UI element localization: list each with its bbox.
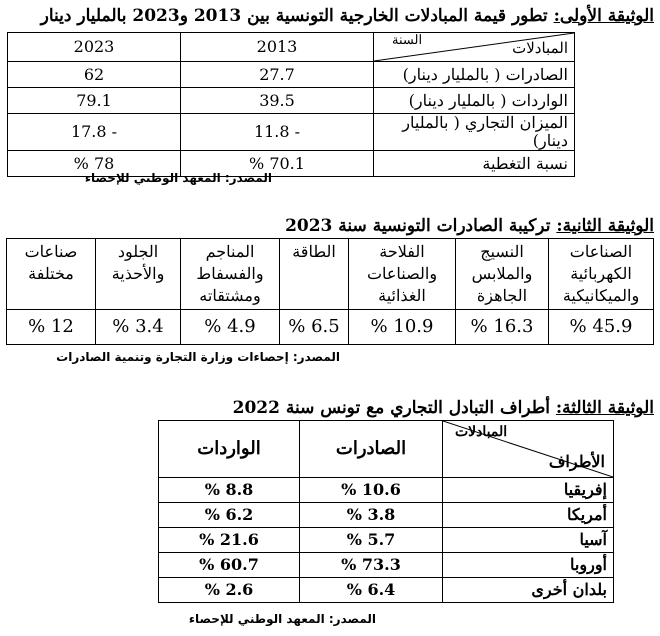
doc2-col-label: الجلود والأحذية [96, 239, 181, 310]
doc3-header-exports: الصادرات [300, 421, 443, 478]
table-row [159, 421, 614, 478]
table-row [7, 239, 654, 310]
table-row [159, 478, 614, 503]
table-row [159, 553, 614, 578]
doc2-cell: 16.3 % [456, 310, 549, 345]
doc3-party: إفريقيا [443, 478, 614, 503]
doc3-cell: 5.7 % [300, 528, 443, 553]
doc2-cell: 45.9 % [549, 310, 654, 345]
doc3-cell: 60.7 % [159, 553, 300, 578]
doc2-col-label: صناعات مختلفة [7, 239, 96, 310]
doc2-title-text: تركيبة الصادرات التونسية سنة 2023 [285, 216, 551, 236]
doc2-cell: 6.5 % [280, 310, 349, 345]
doc3-label: الوثيقة الثالثة: [555, 398, 654, 418]
doc1-cell: 27.7 [181, 62, 374, 88]
doc3-cell: 8.8 % [159, 478, 300, 503]
doc1-row-label: الصادرات ( بالمليار دينار) [374, 62, 575, 88]
doc2-cell: 4.9 % [181, 310, 280, 345]
doc3-party: آسيا [443, 528, 614, 553]
doc1-header-exchanges: المبادلات [512, 39, 568, 57]
doc1-year-2013: 2013 [181, 33, 374, 62]
doc1-source: المصدر: المعهد الوطني للإحصاء [84, 171, 272, 185]
doc1-cell: 62 [8, 62, 181, 88]
table-row [7, 310, 654, 345]
doc1-header-corner [374, 33, 575, 62]
doc3-cell: 2.6 % [159, 578, 300, 603]
doc3-header-imports: الواردات [159, 421, 300, 478]
doc1-cell: % 78 [8, 151, 181, 177]
table-row [8, 88, 575, 114]
doc2-col-label: الفلاحة والصناعات الغذائية [349, 239, 456, 310]
doc1-row-label: الواردات ( بالمليار دينار) [374, 88, 575, 114]
doc2-label: الوثيقة الثانية: [556, 216, 654, 236]
doc2-col-label: الطاقة [280, 239, 349, 310]
table-row [159, 528, 614, 553]
doc2-cell: 12 % [7, 310, 96, 345]
doc1-year-2023: 2023 [8, 33, 181, 62]
doc1-header-year: السنة [392, 33, 423, 48]
doc2-cell: 10.9 % [349, 310, 456, 345]
table-row [8, 114, 575, 151]
doc3-cell: 21.6 % [159, 528, 300, 553]
doc3-header-corner [443, 421, 614, 478]
doc1-title [41, 6, 654, 26]
doc1-row-label: نسبة التغطية [374, 151, 575, 177]
doc2-source: المصدر: إحصاءات وزارة التجارة وتنمية الصادرات [56, 350, 340, 364]
doc1-row-label: الميزان التجاري ( بالمليار دينار) [374, 114, 575, 151]
doc3-header-exchanges: المبادلات [455, 424, 508, 440]
doc1-cell: 17.8 - [8, 114, 181, 151]
doc3-cell: 73.3 % [300, 553, 443, 578]
doc3-cell: 10.6 % [300, 478, 443, 503]
table-row [8, 33, 575, 62]
doc2-title [285, 216, 654, 236]
doc1-title-text: تطور قيمة المبادلات الخارجية التونسية بين 2013 و2023 بالمليار دينار [40, 6, 548, 26]
doc3-cell: 6.2 % [159, 503, 300, 528]
doc3-party: أمريكا [443, 503, 614, 528]
doc3-table [158, 420, 614, 603]
table-row [159, 578, 614, 603]
doc3-cell: 3.8 % [300, 503, 443, 528]
doc1-cell: 79.1 [8, 88, 181, 114]
doc2-col-label: المناجم والفسفاط ومشتقاته [181, 239, 280, 310]
doc3-source: المصدر: المعهد الوطني للإحصاء [188, 612, 376, 626]
table-row [8, 62, 575, 88]
doc3-cell: 6.4 % [300, 578, 443, 603]
doc3-party: بلدان أخرى [443, 578, 614, 603]
doc1-cell: 39.5 [181, 88, 374, 114]
doc1-label: الوثيقة الأولى: [553, 6, 654, 26]
doc2-table [6, 238, 654, 345]
table-row [159, 503, 614, 528]
doc2-col-label: الصناعات الكهربائية والميكانيكية [549, 239, 654, 310]
doc3-header-parties: الأطراف [548, 452, 605, 471]
doc2-cell: 3.4 % [96, 310, 181, 345]
doc1-cell: 11.8 - [181, 114, 374, 151]
doc3-title-text: أطراف التبادل التجاري مع تونس سنة 2022 [232, 398, 550, 418]
doc3-party: أوروبا [443, 553, 614, 578]
doc3-title [233, 398, 654, 418]
doc1-table [7, 32, 575, 177]
doc2-col-label: النسيج والملابس الجاهزة [456, 239, 549, 310]
doc1-cell: % 70.1 [181, 151, 374, 177]
